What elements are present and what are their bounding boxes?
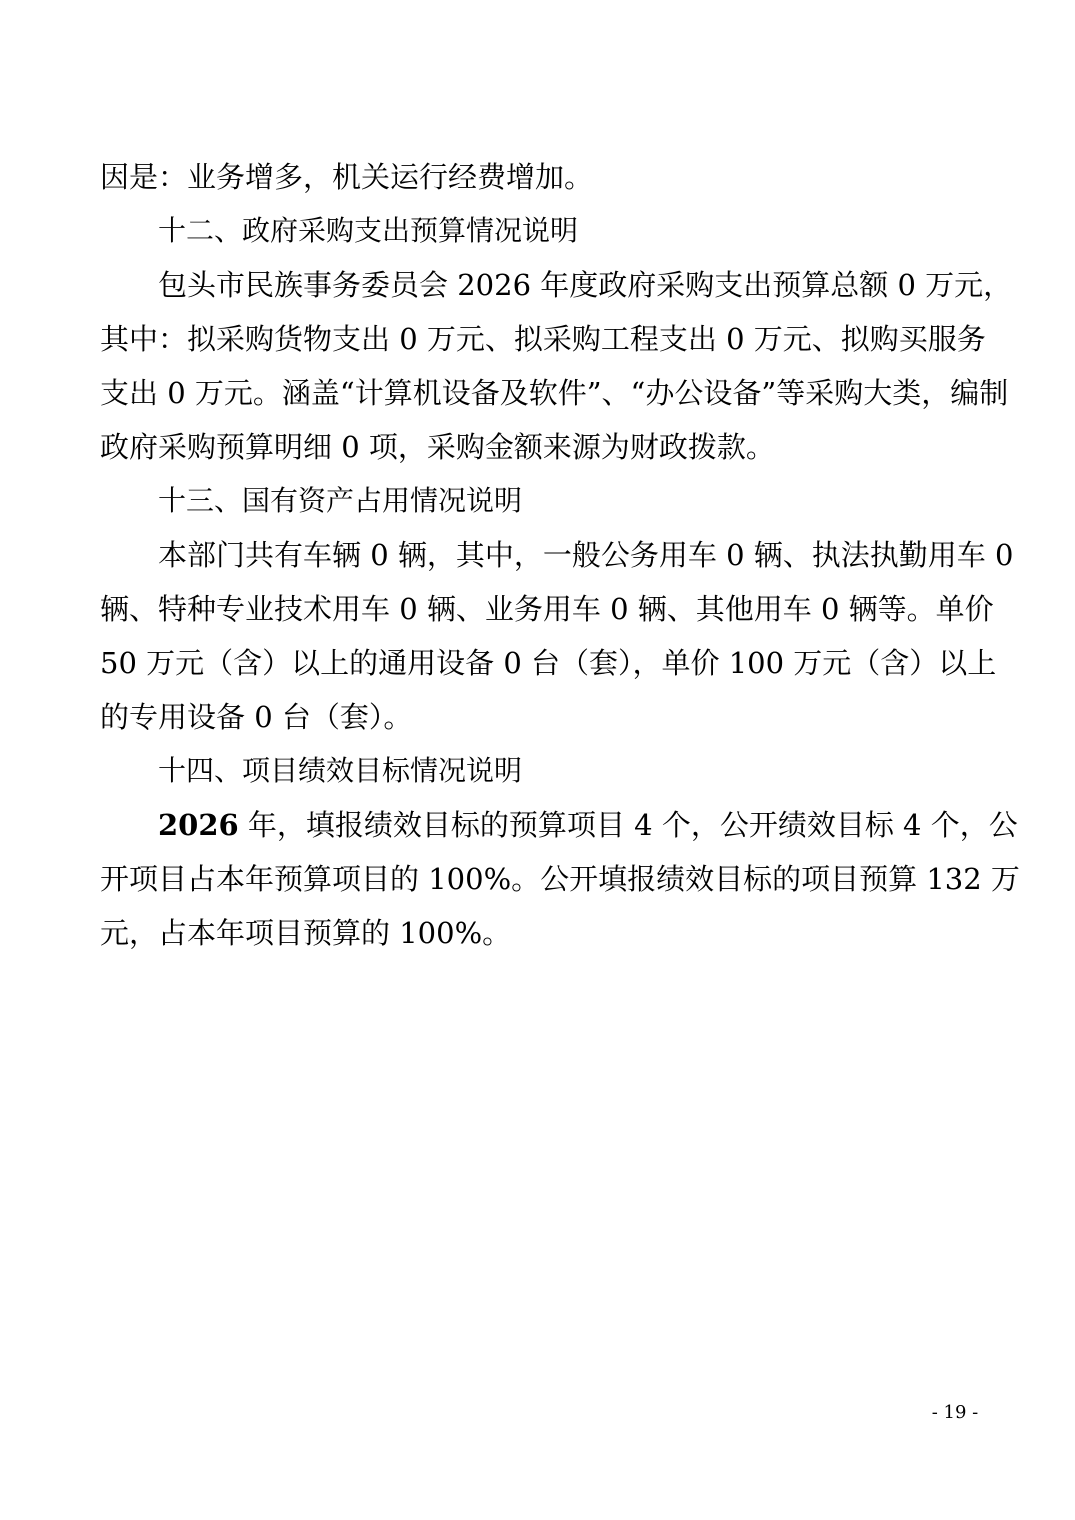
procurement-paragraph-line-3: 支出 0 万元。涵盖“计算机设备及软件”、“办公设备”等采购大类，编制 (100, 376, 1009, 410)
assets-paragraph-line-3: 50 万元（含）以上的通用设备 0 台（套），单价 100 万元（含）以上 (100, 646, 997, 680)
performance-paragraph-line-1 (100, 798, 1018, 852)
section-heading-state-assets: 十三、国有资产占用情况说明 (158, 484, 523, 517)
procurement-paragraph-line-4: 政府采购预算明细 0 项，采购金额来源为财政拨款。 (100, 430, 775, 464)
procurement-paragraph-line-1: 包头市民族事务委员会 2026 年度政府采购支出预算总额 0 万元， (158, 268, 1013, 302)
performance-paragraph-line-1-text: 年，填报绩效目标的预算项目 4 个，公开绩效目标 4 个，公 (238, 808, 1018, 842)
procurement-paragraph-line-2: 其中：拟采购货物支出 0 万元、拟采购工程支出 0 万元、拟购买服务 (100, 322, 986, 356)
page-number: - 19 - (931, 1402, 979, 1423)
section-heading-performance-targets: 十四、项目绩效目标情况说明 (158, 754, 523, 787)
section-heading-government-procurement: 十二、政府采购支出预算情况说明 (158, 214, 579, 247)
assets-paragraph-line-4: 的专用设备 0 台（套）。 (100, 700, 413, 734)
performance-paragraph-line-2: 开项目占本年预算项目的 100%。公开填报绩效目标的项目预算 132 万 (100, 862, 1020, 896)
performance-paragraph-line-3: 元，占本年项目预算的 100%。 (100, 916, 512, 950)
paragraph-continuation-line-1: 因是：业务增多，机关运行经费增加。 (100, 160, 594, 194)
assets-paragraph-line-1: 本部门共有车辆 0 辆，其中，一般公务用车 0 辆、执法执勤用车 0 (158, 538, 1014, 572)
assets-paragraph-line-2: 辆、特种专业技术用车 0 辆、业务用车 0 辆、其他用车 0 辆等。单价 (100, 592, 994, 626)
performance-year-bold: 2026 (158, 808, 239, 842)
document-body (100, 150, 1020, 960)
